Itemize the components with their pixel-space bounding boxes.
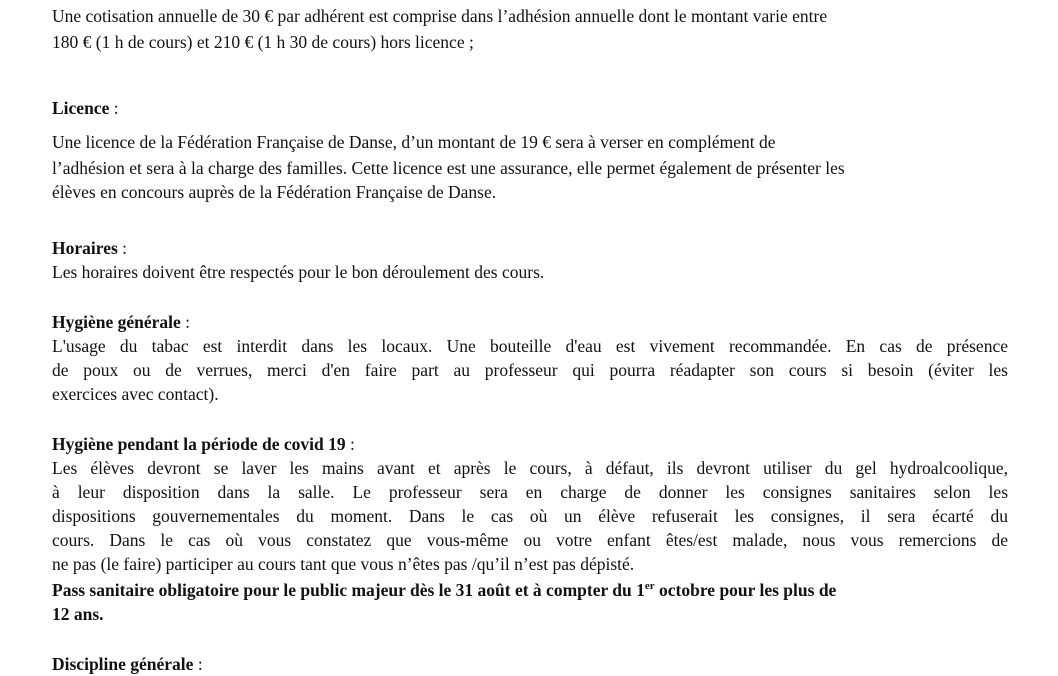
hygiene-heading-colon: : <box>180 312 191 332</box>
licence-heading <box>52 96 119 120</box>
licence-heading-colon: : <box>109 98 119 118</box>
licence-heading-label: Licence <box>52 98 110 118</box>
discipline-heading-colon: : <box>193 654 203 674</box>
covid-heading <box>52 432 355 456</box>
covid-line-2: à leur disposition dans la salle. Le professeur sera en charge de donner les consignes sanitaires selon les <box>52 482 1008 502</box>
hygiene-heading <box>52 310 190 334</box>
pass-sanitaire-text-a: Pass sanitaire obligatoire pour le public majeur dès le 31 août et à compter du 1 <box>52 580 645 600</box>
hygiene-heading-label: Hygiène générale <box>52 312 181 332</box>
horaires-heading-colon: : <box>117 238 128 258</box>
covid-line-3: dispositions gouvernementales du moment. Dans le cas où un élève refuserait les consignes, il sera écarté du <box>52 506 1008 526</box>
covid-heading-colon: : <box>345 434 355 454</box>
pass-sanitaire-superscript: er <box>644 580 655 592</box>
covid-line-5: ne pas (le faire) participer au cours tant que vous n’êtes pas /qu’il n’est pas dépisté. <box>52 554 635 574</box>
cotisation-line-2: 180 € (1 h de cours) et 210 € (1 h 30 de cours) hors licence ; <box>52 32 474 52</box>
hygiene-line-3: exercices avec contact). <box>52 384 219 404</box>
discipline-heading <box>52 652 203 676</box>
covid-line-1: Les élèves devront se laver les mains avant et après le cours, à défaut, ils devront utiliser du gel hydroalcoolique, <box>52 458 1008 478</box>
covid-line-4: cours. Dans le cas où vous constatez que vous-même ou votre enfant êtes/est malade, nous vous remercions de <box>52 530 1008 550</box>
cotisation-line-1: Une cotisation annuelle de 30 € par adhérent est comprise dans l’adhésion annuelle dont le montant varie entre <box>52 6 828 26</box>
pass-sanitaire-text-b: octobre pour les plus de <box>654 580 837 600</box>
licence-line-1: Une licence de la Fédération Française de Danse, d’un montant de 19 € sera à verser en complément de <box>52 132 776 152</box>
licence-line-3: élèves en concours auprès de la Fédération Française de Danse. <box>52 182 497 202</box>
covid-heading-label: Hygiène pendant la période de covid 19 <box>52 434 346 454</box>
hygiene-line-2: de poux ou de verrues, merci d'en faire part au professeur qui pourra réadapter son cours si besoin (éviter les <box>52 360 1008 380</box>
pass-sanitaire-line-1 <box>52 578 836 602</box>
discipline-heading-label: Discipline générale <box>52 654 194 674</box>
pass-sanitaire-line-2: 12 ans. <box>52 604 104 624</box>
horaires-line-1: Les horaires doivent être respectés pour le bon déroulement des cours. <box>52 262 545 282</box>
horaires-heading-label: Horaires <box>52 238 118 258</box>
hygiene-line-1: L'usage du tabac est interdit dans les locaux. Une bouteille d'eau est vivement recommandée. En cas de présence <box>52 336 1008 356</box>
licence-line-2: l’adhésion et sera à la charge des familles. Cette licence est une assurance, elle permet également de présenter les <box>52 158 845 178</box>
horaires-heading <box>52 236 127 260</box>
